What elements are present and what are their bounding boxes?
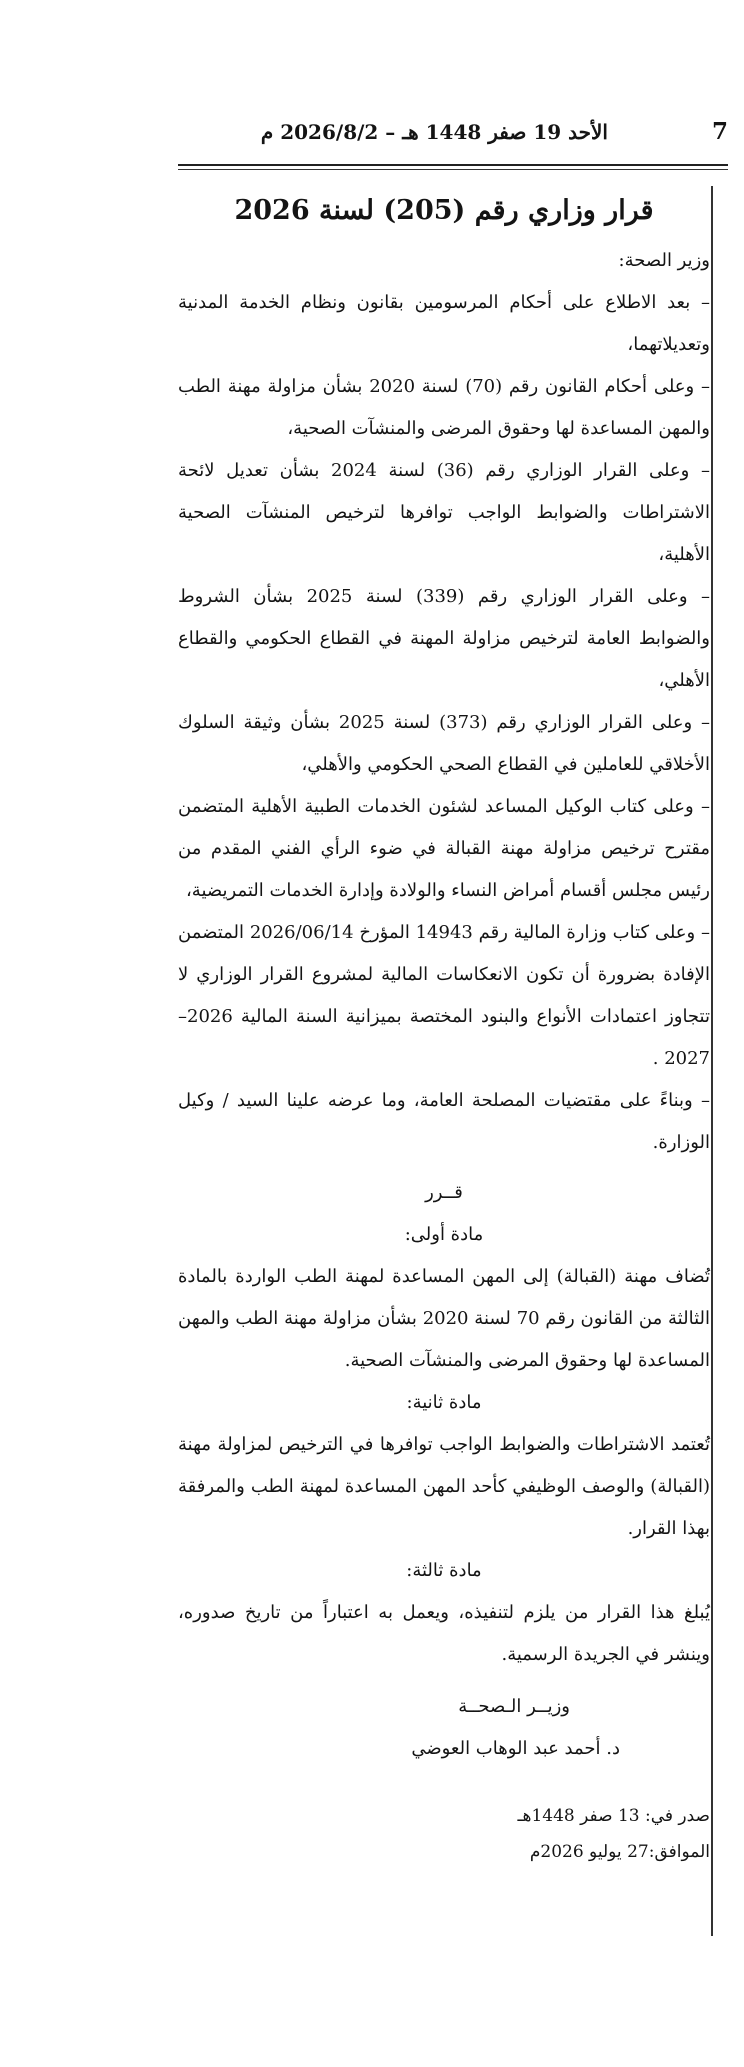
- decree-title: قرار وزاري رقم (205) لسنة 2026: [234, 195, 654, 226]
- decree-article: [178, 186, 710, 1870]
- article-text: تُضاف مهنة (القبالة) إلى المهن المساعدة لمهنة الطب الواردة بالمادة الثالثة من القانون رقم 70 لسنة 2020 بشأن مزاولة مهنة الطب والمهن المساعدة لها وحقوق المرضى والمنشآت الصحية.: [178, 1266, 710, 1371]
- issue-date-block: [178, 1798, 710, 1870]
- decided-heading: قــرر: [425, 1182, 463, 1203]
- preamble-clause: – بعد الاطلاع على أحكام المرسومين بقانون ونظام الخدمة المدنية وتعديلاتهما،: [178, 292, 710, 355]
- page-number: 7: [711, 118, 728, 145]
- header-rule-thick: [178, 164, 728, 166]
- preamble-clause: – وعلى كتاب وزارة المالية رقم 14943 المؤرخ 2026/06/14 المتضمن الإفادة بضرورة أن تكون الانعكاسات المالية لمشروع القرار الوزاري لا تتجاوز اعتمادات الأنواع والبنود المختصة بميزانية السنة المالية 2026–2027 .: [178, 922, 710, 1069]
- preamble-clause: – وعلى كتاب الوكيل المساعد لشئون الخدمات الطبية الأهلية المتضمن مقترح ترخيص مزاولة مهنة القبالة في ضوء الرأي الفني المقدم من رئيس مجلس أقسام أمراض النساء والولادة وإدارة الخدمات التمريضية،: [178, 796, 710, 901]
- spacer: [178, 1164, 710, 1172]
- signature-role: وزيــر الـصحــة: [458, 1696, 570, 1717]
- issued-gregorian: الموافق:27 يوليو 2026م: [529, 1842, 710, 1862]
- preamble-clause: – وعلى أحكام القانون رقم (70) لسنة 2020 بشأن مزاولة مهنة الطب والمهن المساعدة لها وحقوق المرضى والمنشآت الصحية،: [178, 376, 710, 439]
- article-heading: مادة ثالثة:: [406, 1560, 482, 1581]
- article-heading: مادة أولى:: [404, 1224, 484, 1245]
- signature-name: د. أحمد عبد الوهاب العوضي: [411, 1738, 620, 1759]
- header-date: الأحد 19 صفر 1448 هـ – 2026/8/2 م: [260, 120, 608, 144]
- article-heading: مادة ثانية:: [406, 1392, 482, 1413]
- article-text: يُبلغ هذا القرار من يلزم لتنفيذه، ويعمل به اعتباراً من تاريخ صدوره، وينشر في الجريدة الرسمية.: [178, 1602, 710, 1665]
- header-rule-thin: [178, 169, 728, 170]
- page-header: [178, 118, 728, 158]
- preamble-clause: – وعلى القرار الوزاري رقم (36) لسنة 2024 بشأن تعديل لائحة الاشتراطات والضوابط الواجب توافرها لترخيص المنشآت الصحية الأهلية،: [178, 460, 711, 565]
- column-divider: [711, 186, 713, 1936]
- issued-hijri: صدر في: 13 صفر 1448هـ: [517, 1806, 710, 1826]
- preamble-clause: – وعلى القرار الوزاري رقم (339) لسنة 2025 بشأن الشروط والضوابط العامة لترخيص مزاولة المهنة في القطاع الحكومي والقطاع الأهلي،: [178, 586, 711, 691]
- preamble-clause: – وبناءً على مقتضيات المصلحة العامة، وما عرضه علينا السيد / وكيل الوزارة.: [178, 1090, 710, 1153]
- preamble-clause: – وعلى القرار الوزاري رقم (373) لسنة 2025 بشأن وثيقة السلوك الأخلاقي للعاملين في القطاع الصحي الحكومي والأهلي،: [178, 712, 711, 775]
- issuer-line: وزير الصحة:: [618, 250, 710, 271]
- article-text: تُعتمد الاشتراطات والضوابط الواجب توافرها في الترخيص لمزاولة مهنة (القبالة) والوصف الوظيفي كأحد المهن المساعدة لمهنة الطب والمرفقة بهذا القرار.: [178, 1434, 710, 1539]
